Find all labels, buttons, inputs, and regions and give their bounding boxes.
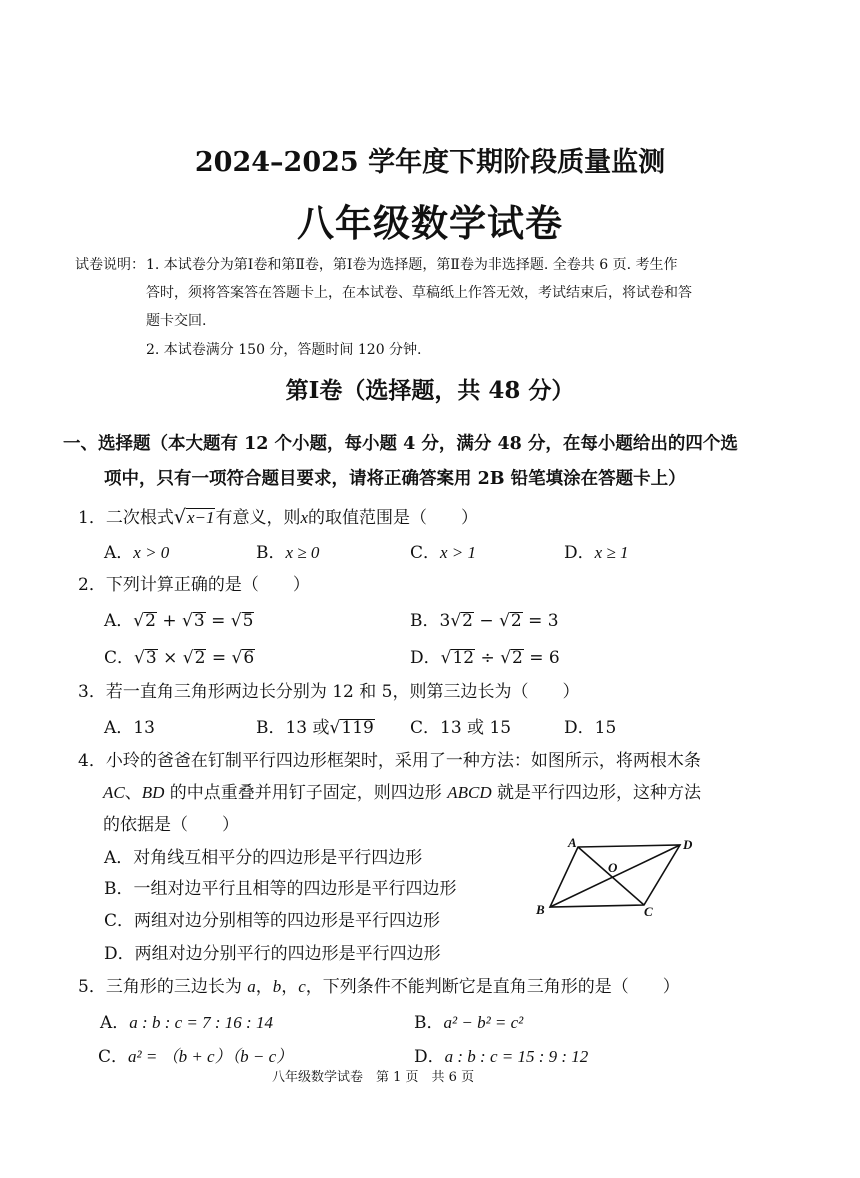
instructions-line1: 1. 本试卷分为第Ⅰ卷和第Ⅱ卷，第Ⅰ卷为选择题，第Ⅱ卷为非选择题. 全卷共 6 页. 考生作 (146, 257, 678, 273)
instructions-line4: 2. 本试卷满分 150 分，答题时间 120 分钟. (146, 342, 422, 358)
question-4-line3: 的依据是（ ） (103, 815, 239, 835)
question-2-option-a: A．√2 + √3 = √5 (104, 611, 254, 631)
section-heading: 第Ⅰ卷（选择题，共 48 分） (285, 377, 575, 404)
question-4-option-b: B．一组对边平行且相等的四边形是平行四边形 (104, 879, 457, 899)
parallelogram-figure (530, 832, 710, 922)
question-4-line2: AC、BD 的中点重叠并用钉子固定，则四边形 ABCD 就是平行四边形，这种方法 (103, 783, 702, 803)
question-5-option-a: A．a : b : c = 7 : 16 : 14 (100, 1013, 273, 1033)
vertex-label-d: D (683, 837, 693, 852)
question-4-option-c: C．两组对边分别相等的四边形是平行四边形 (104, 911, 441, 931)
question-2-option-b: B．3√2 − √2 = 3 (410, 611, 559, 631)
question-3-stem: 3．若一直角三角形两边长分别为 12 和 5，则第三边长为（ ） (78, 682, 580, 702)
question-3-option-c: C．13 或 15 (410, 718, 512, 738)
question-5-option-c: C．a² = （b + c）（b − c） (98, 1047, 294, 1067)
question-5-option-b: B．a² − b² = c² (414, 1013, 524, 1033)
diagonal-ac (578, 847, 644, 905)
instructions-label: 试卷说明： (75, 257, 145, 273)
question-4-option-d: D．两组对边分别平行的四边形是平行四边形 (104, 944, 441, 964)
question-3-option-b: B．13 或√119 (256, 718, 374, 738)
question-5-option-d: D．a : b : c = 15 : 9 : 12 (414, 1047, 589, 1067)
question-2-stem: 2．下列计算正确的是（ ） (78, 575, 310, 595)
question-1-option-a: A．x > 0 (104, 543, 170, 563)
exam-title-line2: 八年级数学试卷 (297, 201, 563, 245)
question-3-option-a: A．13 (104, 718, 155, 738)
question-1-stem: 1．二次根式√x−1有意义，则x的取值范围是（ ） (78, 506, 479, 528)
question-3-option-d: D．15 (564, 718, 617, 738)
question-5-stem: 5．三角形的三边长为 a，b，c，下列条件不能判断它是直角三角形的是（ ） (78, 977, 680, 997)
page-footer: 八年级数学试卷 第 1 页 共 6 页 (272, 1070, 475, 1085)
question-4-line1: 4．小玲的爸爸在钉制平行四边形框架时，采用了一种方法：如图所示，将两根木条 (78, 751, 701, 771)
question-4-option-a: A．对角线互相平分的四边形是平行四边形 (104, 848, 423, 868)
vertex-label-b: B (536, 902, 545, 917)
question-2-option-c: C．√3 × √2 = √6 (104, 648, 255, 668)
part-intro-line2: 项中，只有一项符合题目要求，请将正确答案用 2B 铅笔填涂在答题卡上） (104, 469, 686, 489)
question-1-option-d: D．x ≥ 1 (564, 543, 629, 563)
center-label-o: O (608, 860, 618, 875)
vertex-label-c: C (644, 904, 653, 919)
exam-title-line1: 2024–2025 学年度下期阶段质量监测 (194, 147, 666, 178)
question-2-option-d: D．√12 ÷ √2 = 6 (410, 648, 560, 668)
instructions-line3: 题卡交回. (146, 313, 207, 329)
part-intro-line1: 一、选择题（本大题有 12 个小题，每小题 4 分，满分 48 分，在每小题给出的四个选 (63, 434, 738, 454)
instructions-line2: 答时，须将答案答在答题卡上，在本试卷、草稿纸上作答无效，考试结束后，将试卷和答 (146, 285, 692, 301)
question-1-option-c: C．x > 1 (410, 543, 477, 563)
question-1-option-b: B．x ≥ 0 (256, 543, 320, 563)
vertex-label-a: A (568, 835, 577, 850)
